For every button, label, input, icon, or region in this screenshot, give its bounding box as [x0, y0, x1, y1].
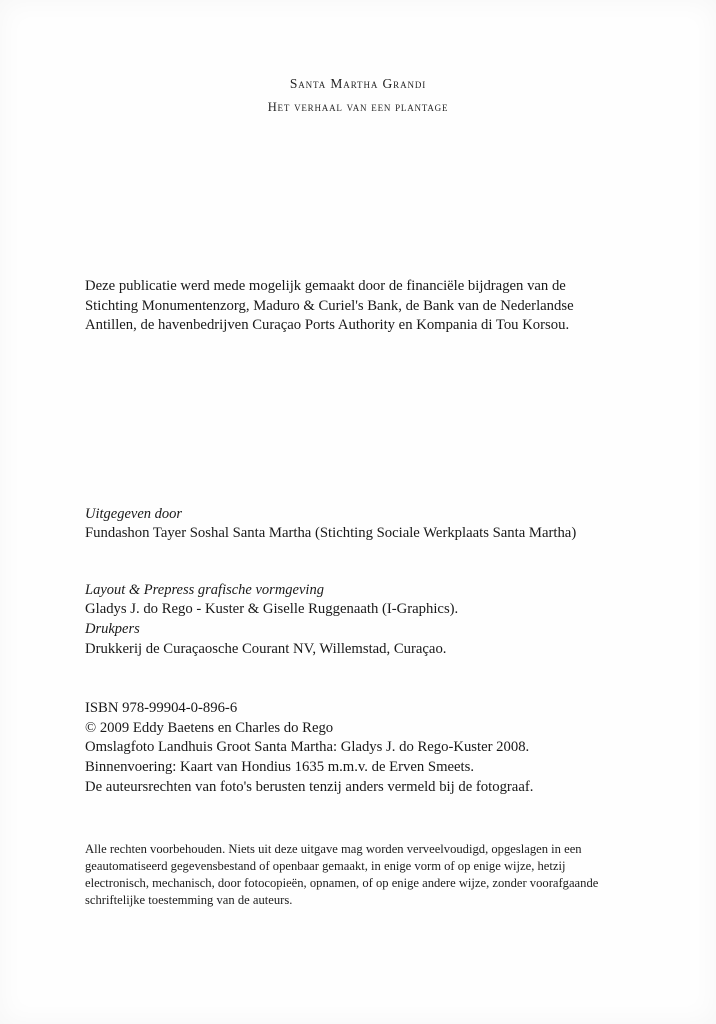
- book-subtitle: Het verhaal van een plantage: [267, 100, 449, 114]
- cover-photo-credit: Omslagfoto Landhuis Groot Santa Martha: Gladys J. do Rego-Kuster 2008.: [85, 739, 530, 756]
- isbn-line: ISBN 978-99904-0-896-6: [85, 700, 238, 716]
- publisher-section: [85, 505, 601, 544]
- photo-rights-note: De auteursrechten van foto's berusten tenzij anders vermeld bij de fotograaf.: [85, 778, 534, 795]
- layout-credit: Gladys J. do Rego - Kuster & Giselle Ruggenaath (I-Graphics).: [85, 601, 459, 618]
- production-credits: [85, 581, 601, 659]
- publisher-name: Fundashon Tayer Soshal Santa Martha (Stichting Sociale Werkplaats Santa Martha): [85, 525, 577, 542]
- imprint-section: [85, 699, 601, 797]
- publisher-heading: Uitgegeven door: [85, 506, 183, 522]
- funding-acknowledgement: [85, 277, 601, 336]
- layout-heading: Layout & Prepress grafische vormgeving: [85, 582, 324, 598]
- printer-heading: Drukpers: [85, 621, 140, 638]
- rights-text: Alle rechten voorbehouden. Niets uit deze uitgave mag worden verveelvoudigd, opgeslagen in een geautomatiseerd gegevensbestand of openbaar gemaakt, in enige vorm of op enige wijze, hetzij electronisch, mechanisch, door fotocopieën, opnamen, of op enige andere wijze, zonder voorafgaande schriftelijke toestemming van de auteurs.: [85, 842, 599, 908]
- copyright-line: © 2009 Eddy Baetens en Charles do Rego: [85, 719, 334, 736]
- all-rights-reserved: [85, 841, 607, 910]
- funding-text: Deze publicatie werd mede mogelijk gemaakt door de financiële bijdragen van de Stichting Monumentenzorg, Maduro & Curiel's Bank, de Bank van de Nederlandse Antillen, de havenbedrijven Curaçao Ports Authority en Kompania di Tou Korsou.: [85, 278, 574, 334]
- insert-map-credit: Binnenvoering: Kaart van Hondius 1635 m.m.v. de Erven Smeets.: [85, 759, 475, 776]
- printer-credit: Drukkerij de Curaçaosche Courant NV, Willemstad, Curaçao.: [85, 640, 447, 657]
- page-header: [0, 76, 716, 115]
- book-title: Santa Martha Grandi: [289, 76, 427, 91]
